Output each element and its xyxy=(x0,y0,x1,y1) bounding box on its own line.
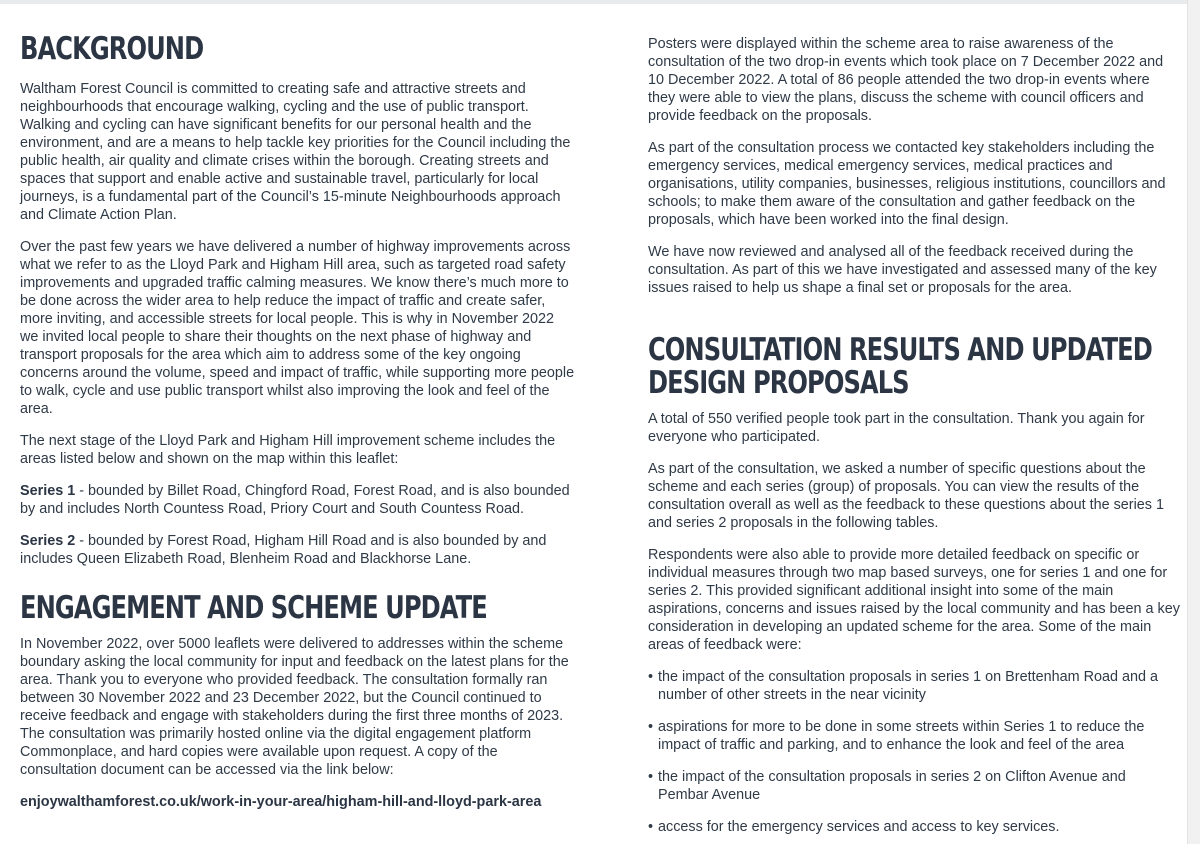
list-item xyxy=(648,818,1180,836)
right-column xyxy=(648,0,1180,850)
results-heading-line-2: DESIGN PROPOSALS xyxy=(648,365,909,401)
results-paragraph-3: Respondents were also able to provide more detailed feedback on specific or individual measures through two map based surveys, one for series 1 and one for series 2. This provided significant additional insight into some of the main aspirations, concerns and issues raised by the local community and has been a key consideration in developing an updated scheme for the area. Some of the main areas of feedback were: xyxy=(648,547,1180,653)
list-item xyxy=(648,718,1180,754)
series-2-paragraph xyxy=(20,532,575,568)
engagement-paragraph: In November 2022, over 5000 leaflets were delivered to addresses within the scheme boundary asking the local community for input and feedback on the latest plans for the area. Thank you to everyone who provided feedback. The consultation formally ran between 30 November 2022 and 23 December 2022, but the Council continued to receive feedback and engage with stakeholders during the first three months of 2023. The consultation was primarily hosted online via the digital engagement platform Commonplace, and hard copies were available upon request. A copy of the consultation document can be accessed via the link below: xyxy=(20,636,569,778)
bullet-text: aspirations for more to be done in some streets within Series 1 to reduce the impact of traffic and parking, and to enhance the look and feel of the area xyxy=(658,719,1145,753)
posters-paragraph: Posters were displayed within the scheme area to raise awareness of the consultation of the two drop-in events which took place on 7 December 2022 and 10 December 2022. A total of 86 people attended the two drop-in events where they were able to view the plans, discuss the scheme with council officers and provide feedback on the proposals. xyxy=(648,36,1164,124)
bullet-icon: • xyxy=(648,719,654,735)
results-paragraph-1: A total of 550 verified people took part in the consultation. Thank you again for everyone who participated. xyxy=(648,411,1145,445)
consultation-document-link[interactable]: enjoywalthamforest.co.uk/work-in-your-area/higham-hill-and-lloyd-park-area xyxy=(20,794,542,810)
bullet-text: the impact of the consultation proposals in series 1 on Brettenham Road and a number of other streets in the near vicinity xyxy=(658,669,1158,703)
background-heading: BACKGROUND xyxy=(20,31,204,67)
list-item xyxy=(648,768,1180,804)
series-1-text: - bounded by Billet Road, Chingford Road, Forest Road, and is also bounded by and includes North Countess Road, Priory Court and South Countess Road. xyxy=(20,483,570,517)
series-2-label: Series 2 xyxy=(20,533,76,549)
engagement-heading: ENGAGEMENT AND SCHEME UPDATE xyxy=(20,590,487,626)
background-paragraph-3: The next stage of the Lloyd Park and Higham Hill improvement scheme includes the areas listed below and shown on the map within this leaflet: xyxy=(20,433,556,467)
stakeholders-paragraph: As part of the consultation process we contacted key stakeholders including the emergency services, medical emergency services, medical practices and organisations, utility companies, businesses, religious institutions, councillors and schools; to make them aware of the consultation and gather feedback on the proposals, which have been worked into the final design. xyxy=(648,140,1166,228)
left-column xyxy=(20,0,575,811)
review-paragraph: We have now reviewed and analysed all of the feedback received during the consultation. As part of this we have investigated and assessed many of the key issues raised to help us shape a final set or proposals for the area. xyxy=(648,244,1157,296)
results-heading-line-1: CONSULTATION RESULTS AND UPDATED xyxy=(648,332,1152,368)
results-paragraph-2: As part of the consultation, we asked a number of specific questions about the scheme and each series (group) of proposals. You can view the results of the consultation overall as well as the feedback to these questions about the series 1 and series 2 proposals in the following tables. xyxy=(648,461,1164,531)
series-2-text: - bounded by Forest Road, Higham Hill Road and is also bounded by and includes Queen Elizabeth Road, Blenheim Road and Blackhorse Lane. xyxy=(20,533,547,567)
feedback-bullet-list xyxy=(648,668,1180,836)
bullet-icon: • xyxy=(648,669,654,685)
bullet-text: access for the emergency services and access to key services. xyxy=(658,819,1060,835)
series-1-paragraph xyxy=(20,482,575,518)
bullet-icon: • xyxy=(648,819,654,835)
background-paragraph-1: Waltham Forest Council is committed to creating safe and attractive streets and neighbourhoods that encourage walking, cycling and the use of public transport. Walking and cycling can have significant benefits for our personal health and the environment, and are a means to help tackle key priorities for the Council including the public health, air quality and climate crises within the borough. Creating streets and spaces that support and enable active and sustainable travel, particularly for local journeys, is a fundamental part of the Council’s 15-minute Neighbourhoods approach and Climate Action Plan. xyxy=(20,81,571,223)
bullet-text: the impact of the consultation proposals in series 2 on Clifton Avenue and Pembar Avenue xyxy=(658,769,1126,803)
bullet-icon: • xyxy=(648,769,654,785)
series-1-label: Series 1 xyxy=(20,483,76,499)
list-item xyxy=(648,668,1180,704)
page-right-edge xyxy=(1187,0,1200,844)
background-paragraph-2: Over the past few years we have delivered a number of highway improvements across what we refer to as the Lloyd Park and Higham Hill area, such as targeted road safety improvements and upgraded traffic calming measures. We know there’s much more to be done across the wider area to help reduce the impact of traffic and create safer, more inviting, and accessible streets for local people. This is why in November 2022 we invited local people to share their thoughts on the next phase of highway and transport proposals for the area which aim to address some of the key ongoing concerns around the volume, speed and impact of traffic, while supporting more people to walk, cycle and use public transport whilst also improving the look and feel of the area. xyxy=(20,239,575,417)
